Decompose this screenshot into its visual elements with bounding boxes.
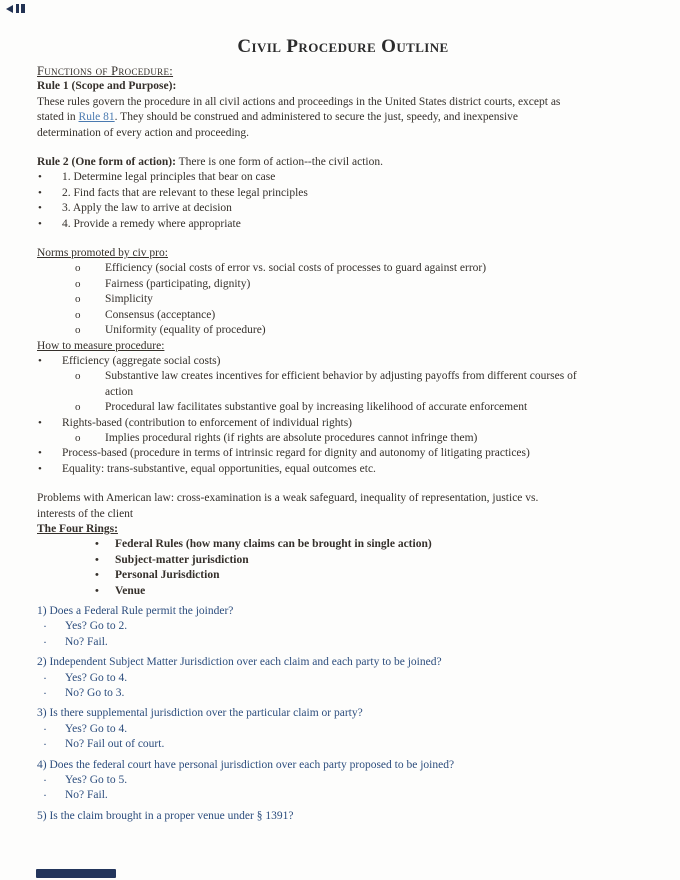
norms-heading: [37, 246, 649, 261]
bullet-marker: ·: [43, 686, 47, 701]
text-run: Rights-based (contribution to enforcement of individual rights): [62, 416, 352, 429]
list-item: [37, 584, 649, 599]
text-run: Rule 2 (One form of action):: [37, 156, 176, 169]
bullet-marker: o: [75, 293, 81, 306]
bullet-marker: •: [95, 538, 99, 551]
list-item: [37, 553, 649, 568]
text-run: determination of every action and proceeding.: [37, 126, 250, 139]
text-run: Yes? Go to 2.: [65, 620, 128, 633]
bullet-marker: o: [75, 262, 81, 275]
scan-mark-bar: [16, 4, 19, 13]
bullet-marker: •: [38, 202, 42, 215]
question-4: [37, 758, 649, 773]
answer-item: [37, 773, 649, 788]
bullet-marker: ·: [43, 788, 47, 803]
bullet-marker: ·: [43, 670, 47, 685]
text-run: 2. Find facts that are relevant to these legal principles: [62, 186, 308, 199]
text-run: Efficiency (social costs of error vs. social costs of processes to guard against error): [105, 262, 487, 275]
text-run: Consensus (acceptance): [105, 308, 216, 321]
bullet-marker: •: [95, 553, 99, 566]
question-5: [37, 809, 649, 824]
rule-1-heading: [37, 79, 649, 94]
text-run: No? Fail.: [65, 789, 108, 802]
text-run: Simplicity: [105, 293, 153, 306]
answer-item: [37, 737, 649, 752]
list-item: [37, 170, 649, 185]
bullet-marker: •: [38, 186, 42, 199]
problems-paragraph-line: [37, 507, 649, 522]
bullet-marker: •: [38, 217, 42, 230]
text-run: These rules govern the procedure in all civil actions and proceedings in the United States district courts, except as: [37, 95, 561, 108]
text-run: The Four Rings:: [37, 522, 118, 535]
text-run: 3) Is there supplemental jurisdiction over the particular claim or party?: [37, 707, 363, 720]
bullet-marker: o: [75, 370, 81, 383]
bullet-marker: o: [75, 277, 81, 290]
document-body: [37, 64, 649, 824]
list-item: [37, 416, 649, 431]
bullet-marker: ·: [43, 737, 47, 752]
text-run: Implies procedural rights (if rights are absolute procedures cannot infringe them): [105, 431, 478, 444]
four-rings-heading: [37, 522, 649, 537]
scan-artifact-bottom-bar: [36, 869, 116, 878]
list-item-continuation: [37, 385, 649, 400]
text-run: Norms promoted by civ pro:: [37, 247, 168, 260]
bullet-marker: ·: [43, 773, 47, 788]
list-item: [37, 277, 649, 292]
question-3: [37, 706, 649, 721]
text-run: Process-based (procedure in terms of intrinsic regard for dignity and autonomy of litigating practices): [62, 447, 530, 460]
list-item: [37, 431, 649, 446]
text-run: Procedural law facilitates substantive goal by increasing likelihood of accurate enforcement: [105, 401, 528, 414]
list-item: [37, 446, 649, 461]
problems-paragraph-line: [37, 491, 649, 506]
bullet-marker: •: [38, 354, 42, 367]
text-run: Uniformity (equality of procedure): [105, 324, 266, 337]
text-run: Problems with American law: cross-examination is a weak safeguard, inequality of representation, justice vs.: [37, 492, 539, 505]
text-run: Yes? Go to 4.: [65, 722, 128, 735]
answer-item: [37, 686, 649, 701]
text-run: . They should be construed and administered to secure the just, speedy, and inexpensive: [114, 111, 518, 124]
bullet-marker: o: [75, 431, 81, 444]
measure-heading: [37, 339, 649, 354]
text-run: No? Fail.: [65, 635, 108, 648]
answer-item: [37, 671, 649, 686]
scan-artifact-top-left: [6, 4, 26, 13]
text-run: action: [105, 385, 134, 398]
list-item: [37, 217, 649, 232]
bullet-marker: o: [75, 401, 81, 414]
text-run: Rule 1 (Scope and Purpose):: [37, 80, 177, 93]
question-1: [37, 604, 649, 619]
list-item: [37, 462, 649, 477]
doc-line-gap: [37, 232, 649, 246]
text-run: 1. Determine legal principles that bear on case: [62, 171, 276, 184]
text-run: Efficiency (aggregate social costs): [62, 354, 221, 367]
list-item: [37, 354, 649, 369]
list-item: [37, 261, 649, 276]
text-run: How to measure procedure:: [37, 339, 165, 352]
text-run: 2) Independent Subject Matter Jurisdiction over each claim and each party to be joined?: [37, 656, 442, 669]
page-title: Civil Procedure Outline: [237, 36, 449, 57]
text-run: Yes? Go to 4.: [65, 671, 128, 684]
text-run: 3. Apply the law to arrive at decision: [62, 202, 232, 215]
text-run: interests of the client: [37, 507, 134, 520]
bullet-marker: •: [38, 447, 42, 460]
list-item: [37, 308, 649, 323]
document-content: [37, 36, 649, 824]
bullet-marker: ·: [43, 619, 47, 634]
bullet-marker: •: [38, 171, 42, 184]
bullet-marker: ·: [43, 721, 47, 736]
functions-heading: [37, 64, 649, 79]
text-run: No? Fail out of court.: [65, 738, 165, 751]
list-item: [37, 292, 649, 307]
text-run: 1) Does a Federal Rule permit the joinder?: [37, 605, 234, 617]
answer-item: [37, 619, 649, 634]
doc-line-gap: [37, 141, 649, 155]
list-item: [37, 201, 649, 216]
text-run: Venue: [115, 584, 146, 597]
bullet-marker: ·: [43, 634, 47, 649]
rule-81-link[interactable]: Rule 81: [78, 111, 115, 124]
text-run: stated in: [37, 111, 79, 124]
text-run: Yes? Go to 5.: [65, 774, 128, 787]
rule-2-heading: [37, 155, 649, 170]
rule-1-paragraph-line: [37, 95, 649, 110]
list-item: [37, 537, 649, 552]
text-run: 5) Is the claim brought in a proper venue under § 1391?: [37, 809, 294, 822]
text-run: Subject-matter jurisdiction: [115, 553, 249, 566]
answer-item: [37, 722, 649, 737]
scan-mark-bar: [21, 4, 25, 13]
text-run: Federal Rules (how many claims can be brought in single action): [115, 538, 432, 551]
list-item: [37, 369, 649, 384]
rule-1-paragraph-line: [37, 126, 649, 141]
text-run: No? Go to 3.: [65, 687, 125, 700]
question-2: [37, 655, 649, 670]
text-run: Functions of Procedure:: [37, 64, 174, 78]
scan-mark-triangle: [6, 5, 13, 13]
answer-item: [37, 635, 649, 650]
rule-1-paragraph-line: [37, 110, 649, 125]
text-run: 4. Provide a remedy where appropriate: [62, 217, 241, 230]
text-run: There is one form of action--the civil action.: [175, 156, 383, 169]
list-item: [37, 400, 649, 415]
doc-line-gap: [37, 477, 649, 491]
bullet-marker: •: [38, 416, 42, 429]
text-run: 4) Does the federal court have personal jurisdiction over each party proposed to be joined?: [37, 758, 455, 771]
bullet-marker: o: [75, 324, 81, 337]
bullet-marker: •: [38, 462, 42, 475]
bullet-marker: •: [95, 569, 99, 582]
text-run: Equality: trans-substantive, equal opportunities, equal outcomes etc.: [62, 462, 376, 475]
answer-item: [37, 788, 649, 803]
bullet-marker: •: [95, 584, 99, 597]
text-run: Personal Jurisdiction: [115, 569, 220, 582]
text-run: Substantive law creates incentives for efficient behavior by adjusting payoffs from different courses of: [105, 370, 577, 383]
bullet-marker: o: [75, 308, 81, 321]
list-item: [37, 323, 649, 338]
list-item: [37, 568, 649, 583]
list-item: [37, 186, 649, 201]
text-run: Fairness (participating, dignity): [105, 277, 251, 290]
